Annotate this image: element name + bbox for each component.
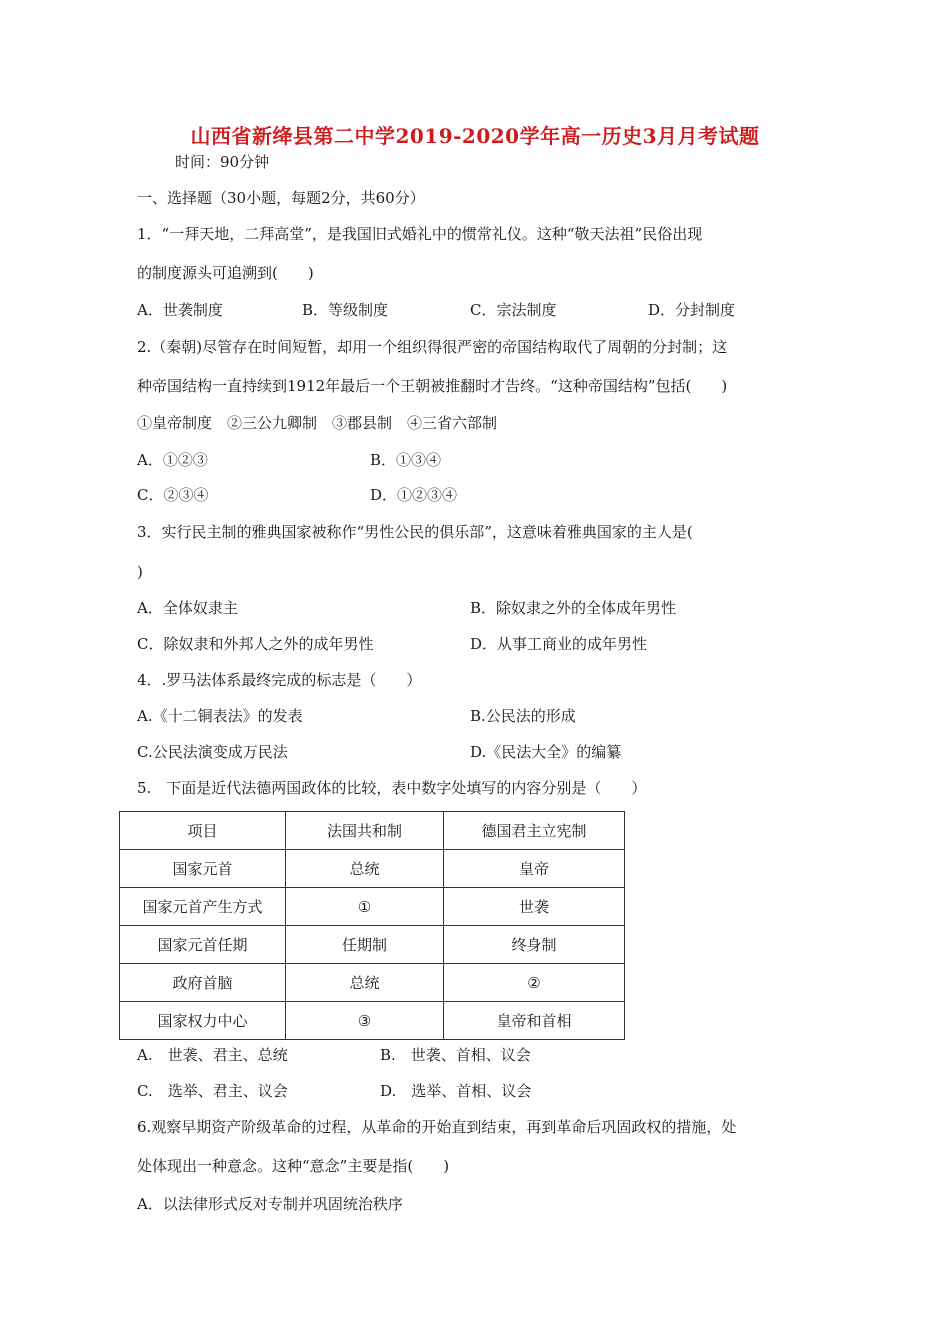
table-cell: 国家元首: [120, 850, 286, 888]
q3-option-c: C．除奴隶和外邦人之外的成年男性: [137, 635, 374, 653]
table-cell: 皇帝和首相: [444, 1002, 625, 1040]
q2-option-c: C．②③④: [137, 486, 209, 504]
q3-option-d: D．从事工商业的成年男性: [470, 635, 648, 653]
q2-stem-line2: 种帝国结构一直持续到1912年最后一个王朝被推翻时才告终。“这种帝国结构”包括( ): [137, 377, 728, 395]
table-cell: ②: [444, 964, 625, 1002]
table-cell: 国家权力中心: [120, 1002, 286, 1040]
comparison-table: [119, 811, 625, 1040]
table-cell: 总统: [286, 964, 444, 1002]
table-row: [120, 888, 625, 926]
table-cell: 世袭: [444, 888, 625, 926]
q4-option-d: D.《民法大全》的编纂: [470, 743, 622, 761]
table-cell: 国家元首任期: [120, 926, 286, 964]
table-cell: 项目: [120, 812, 286, 850]
exam-time: 时间：90分钟: [175, 153, 270, 171]
table-row: [120, 964, 625, 1002]
q4-option-a: A.《十二铜表法》的发表: [137, 707, 303, 725]
q1-option-a: A．世袭制度: [137, 301, 223, 319]
table-cell: 德国君主立宪制: [444, 812, 625, 850]
q2-statements: ①皇帝制度 ②三公九卿制 ③郡县制 ④三省六部制: [137, 414, 498, 432]
q5-stem: 5. 下面是近代法德两国政体的比较，表中数字处填写的内容分别是（ ）: [137, 779, 647, 797]
table-cell: 法国共和制: [286, 812, 444, 850]
table-cell: ①: [286, 888, 444, 926]
q5-option-a: A. 世袭、君主、总统: [137, 1046, 288, 1064]
table-row: [120, 926, 625, 964]
table-cell: 总统: [286, 850, 444, 888]
q5-option-c: C. 选举、君主、议会: [137, 1082, 288, 1100]
q6-stem-line2: 处体现出一种意念。这种“意念”主要是指( ): [137, 1157, 450, 1175]
table-row: [120, 850, 625, 888]
q2-option-a: A．①②③: [137, 451, 208, 469]
q1-option-b: B．等级制度: [302, 301, 389, 319]
section-heading: 一、选择题（30小题，每题2分，共60分）: [137, 189, 425, 207]
q2-option-b: B．①③④: [370, 451, 442, 469]
table-row: [120, 1002, 625, 1040]
q2-option-d: D．①②③④: [370, 486, 458, 504]
q6-option-a: A．以法律形式反对专制并巩固统治秩序: [137, 1195, 403, 1213]
q5-option-b: B. 世袭、首相、议会: [380, 1046, 531, 1064]
q5-option-d: D. 选举、首相、议会: [380, 1082, 532, 1100]
table-cell: 国家元首产生方式: [120, 888, 286, 926]
table-row: [120, 812, 625, 850]
exam-title: 山西省新绛县第二中学2019-2020学年高一历史3月月考试题: [190, 124, 760, 148]
q3-stem-line2: ): [137, 563, 143, 581]
q1-option-c: C．宗法制度: [470, 301, 557, 319]
q3-option-b: B．除奴隶之外的全体成年男性: [470, 599, 677, 617]
q1-option-d: D．分封制度: [648, 301, 736, 319]
table-cell: 任期制: [286, 926, 444, 964]
q4-option-c: C.公民法演变成万民法: [137, 743, 288, 761]
q1-stem-line1: 1．“一拜天地，二拜高堂”，是我国旧式婚礼中的惯常礼仪。这种“敬天法祖”民俗出现: [137, 225, 703, 243]
table-cell: 政府首脑: [120, 964, 286, 1002]
table-cell: 终身制: [444, 926, 625, 964]
q6-stem-line1: 6.观察早期资产阶级革命的过程，从革命的开始直到结束，再到革命后巩固政权的措施，处: [137, 1118, 737, 1136]
q3-option-a: A．全体奴隶主: [137, 599, 238, 617]
table-cell: ③: [286, 1002, 444, 1040]
q1-stem-line2: 的制度源头可追溯到( ): [137, 264, 314, 282]
table-cell: 皇帝: [444, 850, 625, 888]
q2-stem-line1: 2.（秦朝)尽管存在时间短暂，却用一个组织得很严密的帝国结构取代了周朝的分封制；这: [137, 338, 728, 356]
q4-stem: 4．.罗马法体系最终完成的标志是（ ）: [137, 671, 422, 689]
q4-option-b: B.公民法的形成: [470, 707, 576, 725]
q3-stem-line1: 3．实行民主制的雅典国家被称作“男性公民的俱乐部”，这意味着雅典国家的主人是(: [137, 523, 693, 541]
